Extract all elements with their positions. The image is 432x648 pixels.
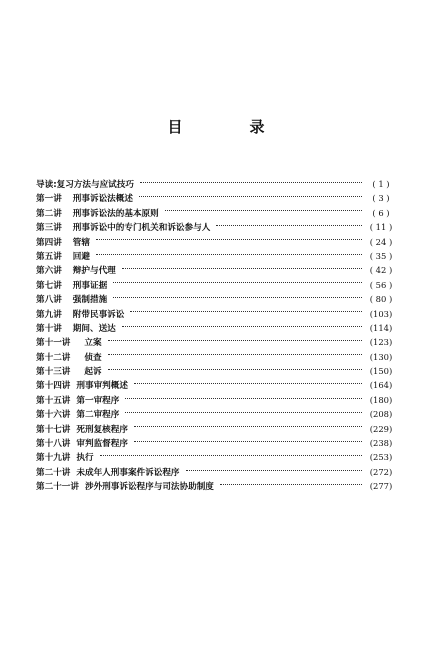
toc-leader <box>122 326 362 327</box>
toc-chapter: 第十九讲 <box>36 453 71 464</box>
toc-leader <box>108 369 362 370</box>
toc-entry <box>36 292 396 306</box>
toc-topic: 立案 <box>84 338 102 349</box>
toc-leader <box>130 311 362 312</box>
toc-chapter: 第七讲 <box>36 280 62 291</box>
table-of-contents <box>36 177 396 494</box>
toc-entry <box>36 393 396 407</box>
toc-page-number: (272) <box>369 466 393 477</box>
toc-entry <box>36 278 396 292</box>
toc-leader <box>100 455 362 456</box>
toc-page-number: ( 35 ) <box>369 250 393 261</box>
toc-leader <box>108 340 362 341</box>
toc-page-number: ( 11 ) <box>369 222 393 233</box>
toc-page-number: (229) <box>369 423 393 434</box>
toc-topic: 第一审程序 <box>76 395 120 406</box>
toc-topic: 刑事诉讼中的专门机关和诉讼参与人 <box>72 223 211 234</box>
toc-chapter: 第四讲 <box>36 237 62 248</box>
toc-chapter: 第十讲 <box>36 323 62 334</box>
toc-page-number: ( 6 ) <box>372 207 390 218</box>
toc-chapter: 第九讲 <box>36 309 62 320</box>
toc-page-number: ( 42 ) <box>369 265 393 276</box>
toc-chapter: 第十八讲 <box>36 439 71 450</box>
toc-leader <box>140 182 362 183</box>
toc-page-number: ( 56 ) <box>369 279 393 290</box>
toc-page-number: ( 24 ) <box>369 236 393 247</box>
toc-page-number: (164) <box>369 380 393 391</box>
toc-topic: 起诉 <box>84 367 102 378</box>
toc-page-number: (114) <box>369 322 393 333</box>
toc-chapter: 第十六讲 <box>36 410 71 421</box>
toc-leader <box>96 239 362 240</box>
toc-chapter: 第八讲 <box>36 295 62 306</box>
toc-entry <box>36 407 396 421</box>
toc-entry <box>36 465 396 479</box>
toc-leader <box>125 398 362 399</box>
toc-entry <box>36 263 396 277</box>
toc-chapter: 导读:复习方法与应试技巧 <box>36 180 134 190</box>
toc-chapter: 第十四讲 <box>36 381 71 392</box>
toc-page-number: ( 80 ) <box>369 294 393 305</box>
toc-chapter: 第十七讲 <box>36 424 71 435</box>
toc-page-number: ( 1 ) <box>372 179 390 189</box>
toc-entry <box>36 191 396 205</box>
toc-topic: 执行 <box>76 453 94 464</box>
toc-entry <box>36 436 396 450</box>
toc-page-number: ( 3 ) <box>372 193 390 204</box>
toc-topic: 第二审程序 <box>76 410 120 421</box>
toc-page-number: (130) <box>369 351 393 362</box>
toc-leader <box>113 297 362 298</box>
toc-chapter: 第二讲 <box>36 208 62 219</box>
toc-entry <box>36 249 396 263</box>
toc-topic: 刑事证据 <box>72 280 108 291</box>
toc-chapter: 第二十讲 <box>36 467 71 478</box>
toc-topic: 刑事诉讼法的基本原则 <box>72 208 159 219</box>
toc-page-number: (123) <box>369 337 393 348</box>
toc-chapter: 第一讲 <box>36 194 62 205</box>
toc-chapter: 第十一讲 <box>36 338 71 349</box>
toc-topic: 附带民事诉讼 <box>72 309 125 320</box>
toc-topic: 强制措施 <box>72 295 108 306</box>
toc-chapter: 第十三讲 <box>36 367 71 378</box>
toc-entry <box>36 307 396 321</box>
toc-leader <box>108 354 362 355</box>
toc-entry <box>36 220 396 234</box>
toc-entry <box>36 235 396 249</box>
toc-leader <box>134 383 362 384</box>
toc-entry <box>36 206 396 220</box>
toc-chapter: 第六讲 <box>36 266 62 277</box>
toc-topic: 死刑复核程序 <box>76 424 128 435</box>
toc-entry <box>36 321 396 335</box>
toc-entry <box>36 422 396 436</box>
toc-leader <box>216 225 362 226</box>
toc-page-number: (150) <box>369 366 393 377</box>
toc-topic: 刑事审判概述 <box>76 381 128 392</box>
toc-entry <box>36 335 396 349</box>
toc-entry <box>36 479 396 493</box>
toc-leader <box>122 268 362 269</box>
toc-chapter: 第十二讲 <box>36 352 71 363</box>
toc-topic: 审判监督程序 <box>76 439 128 450</box>
toc-page-number: (103) <box>369 308 393 319</box>
toc-entry <box>36 378 396 392</box>
toc-topic: 管辖 <box>72 237 90 248</box>
toc-entry <box>36 364 396 378</box>
toc-page-number: (277) <box>369 481 393 492</box>
toc-leader <box>139 196 362 197</box>
toc-leader <box>186 470 362 471</box>
toc-entry <box>36 450 396 464</box>
toc-chapter: 第三讲 <box>36 223 62 234</box>
toc-topic: 回避 <box>72 251 90 262</box>
toc-leader <box>134 426 362 427</box>
toc-entry <box>36 177 396 191</box>
toc-chapter: 第五讲 <box>36 251 62 262</box>
toc-leader <box>165 210 362 211</box>
toc-leader <box>96 254 362 255</box>
toc-leader <box>134 441 362 442</box>
toc-topic: 期间、送达 <box>72 323 116 334</box>
toc-topic: 侦查 <box>84 352 102 363</box>
toc-entry <box>36 350 396 364</box>
toc-leader <box>125 412 362 413</box>
toc-page-number: (208) <box>369 409 393 420</box>
toc-chapter: 第十五讲 <box>36 395 71 406</box>
toc-leader <box>220 484 362 485</box>
toc-topic: 刑事诉讼法概述 <box>72 194 133 205</box>
toc-chapter: 第二十一讲 <box>36 482 79 493</box>
toc-page-number: (253) <box>369 452 393 463</box>
toc-topic: 涉外刑事诉讼程序与司法协助制度 <box>84 482 214 493</box>
page-title: 目 录 <box>167 118 291 136</box>
toc-leader <box>113 282 362 283</box>
toc-page-number: (238) <box>369 438 393 449</box>
toc-page-number: (180) <box>369 394 393 405</box>
toc-topic: 未成年人刑事案件诉讼程序 <box>76 467 180 478</box>
toc-topic: 辩护与代理 <box>72 266 116 277</box>
